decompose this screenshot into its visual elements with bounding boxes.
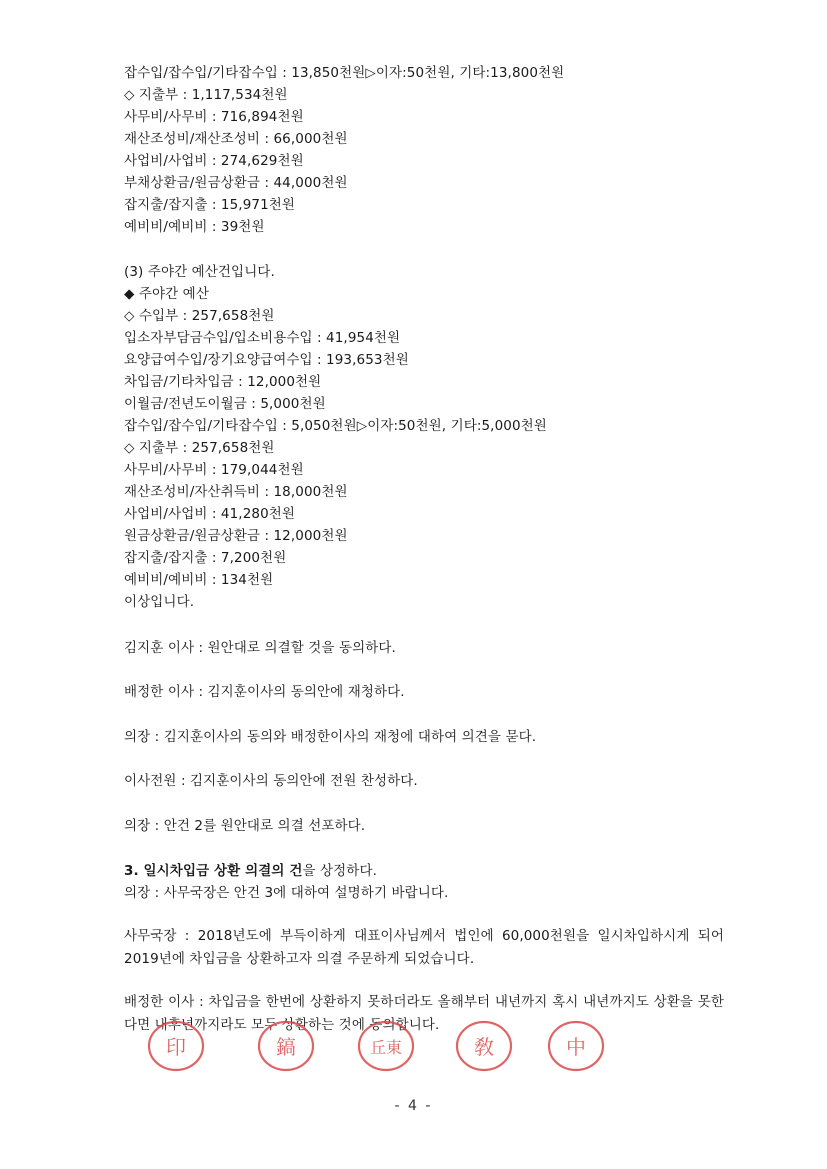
text-line: 재산조성비/재산조성비 : 66,000천원 [124, 131, 348, 147]
agenda-heading [124, 861, 377, 881]
text-line: 예비비/예비비 : 134천원 [124, 572, 274, 588]
text-line: 사업비/사업비 : 41,280천원 [124, 506, 296, 522]
seal-stamp [355, 1018, 417, 1074]
seal-stamps [145, 1018, 625, 1078]
text-line: ◇ 수입부 : 257,658천원 [124, 308, 275, 324]
text-line: 이월금/전년도이월금 : 5,000천원 [124, 396, 326, 412]
text-line: 잡지출/잡지출 : 7,200천원 [124, 550, 287, 566]
seal-stamp [453, 1018, 515, 1074]
seal-glyph: 印 [166, 1035, 186, 1059]
budget-title: ◆ 주야간 예산 [124, 286, 209, 302]
text-line: 사업비/사업비 : 274,629천원 [124, 153, 304, 169]
minutes-line: 배정한 이사 : 김지훈이사의 동의안에 재청하다. [124, 684, 405, 700]
text-line: 잡수입/잡수입/기타잡수입 : 5,050천원▷이자:50천원, 기타:5,000천원 [124, 418, 547, 434]
text-line: ◇ 지출부 : 1,117,534천원 [124, 87, 288, 103]
text-line: 예비비/예비비 : 39천원 [124, 219, 265, 235]
minutes-line: 이사전원 : 김지훈이사의 동의안에 전원 찬성하다. [124, 773, 418, 789]
text-line: 입소자부담금수입/입소비용수입 : 41,954천원 [124, 330, 401, 346]
seal-stamp [255, 1018, 317, 1074]
seal-stamp [145, 1018, 207, 1074]
seal-glyph: 鎬 [276, 1035, 296, 1059]
text-line: 요양급여수입/장기요양급여수입 : 193,653천원 [124, 352, 409, 368]
seal-glyph: 中 [566, 1035, 586, 1059]
seal-glyph: 丘東 [369, 1038, 403, 1057]
text-line: 이상입니다. [124, 594, 195, 610]
minutes-line: 의장 : 안건 2를 원안대로 의결 선포하다. [124, 818, 366, 834]
minutes-line: 김지훈 이사 : 원안대로 의결할 것을 동의하다. [124, 640, 396, 656]
seal-glyph: 敎 [474, 1035, 494, 1059]
minutes-line: 의장 : 사무국장은 안건 3에 대하여 설명하기 바랍니다. [124, 885, 449, 901]
minutes-paragraph: 사무국장 : 2018년도에 부득이하게 대표이사님께서 법인에 60,000천원을 일시차입하시게 되어 2019년에 차입금을 상환하고자 의결 주문하게 되었습니다. [124, 928, 724, 967]
text-line: 잡지출/잡지출 : 15,971천원 [124, 197, 296, 213]
minutes-line: 의장 : 김지훈이사의 동의와 배정한이사의 재청에 대하여 의견을 묻다. [124, 729, 537, 745]
minutes-paragraph: 배정한 이사 : 차입금을 한번에 상환하지 못하더라도 올해부터 내년까지 혹시 내년까지도 상환을 못한다면 내후년까지라도 모두 상환하는 것에 동의합니다. [124, 994, 724, 1033]
text-line: 사무비/사무비 : 716,894천원 [124, 109, 304, 125]
seal-stamp [545, 1018, 607, 1074]
text-line: 잡수입/잡수입/기타잡수입 : 13,850천원▷이자:50천원, 기타:13,800천원 [124, 65, 565, 81]
text-line: 부채상환금/원금상환금 : 44,000천원 [124, 175, 348, 191]
text-line: 차입금/기타차입금 : 12,000천원 [124, 374, 322, 390]
agenda-heading-rest: 을 상정하다. [302, 863, 377, 879]
text-line: 재산조성비/자산취득비 : 18,000천원 [124, 484, 348, 500]
section-heading: (3) 주야간 예산건입니다. [124, 264, 275, 280]
text-line: 원금상환금/원금상환금 : 12,000천원 [124, 528, 348, 544]
text-line: ◇ 지출부 : 257,658천원 [124, 440, 275, 456]
agenda-heading-bold: 3. 일시차입금 상환 의결의 건 [124, 863, 303, 879]
text-line: 사무비/사무비 : 179,044천원 [124, 462, 304, 478]
page-number: - 4 - [394, 1098, 433, 1114]
